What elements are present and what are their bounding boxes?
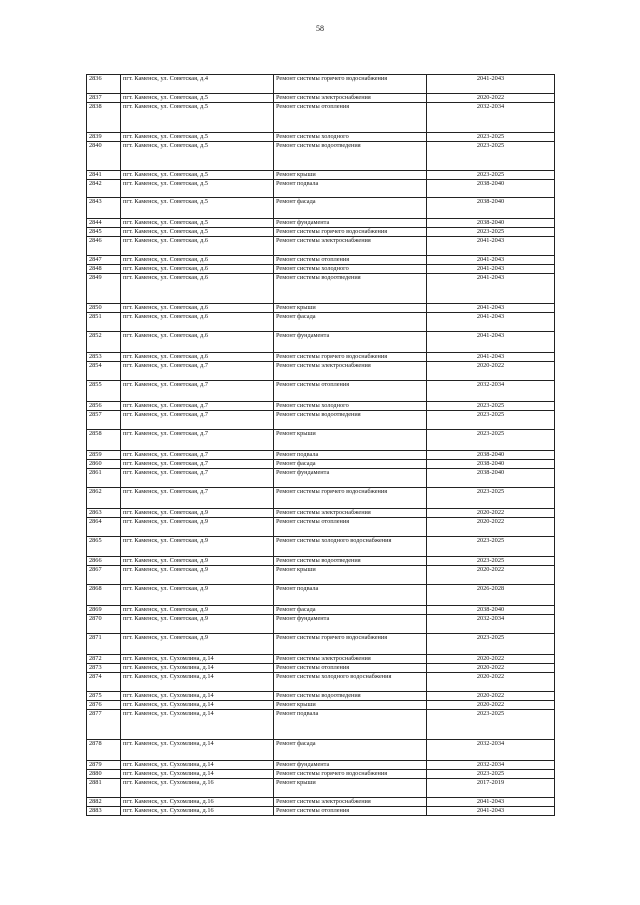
row-period: 2038-2040 xyxy=(427,218,555,227)
row-period: 2023-2025 xyxy=(427,132,555,141)
table-row xyxy=(87,614,555,633)
row-number: 2857 xyxy=(87,410,121,429)
row-address: пгт. Каменск, ул. Советская, д.7 xyxy=(121,380,274,401)
row-work-type: Ремонт фундамента xyxy=(274,614,427,633)
row-period: 2023-2025 xyxy=(427,141,555,170)
row-address: пгт. Каменск, ул. Советская, д.7 xyxy=(121,468,274,487)
row-work-type: Ремонт системы водоотведения xyxy=(274,691,427,700)
row-period: 2023-2025 xyxy=(427,536,555,556)
row-work-type: Ремонт системы электроснабжения xyxy=(274,361,427,380)
row-period: 2023-2025 xyxy=(427,556,555,565)
table-row xyxy=(87,468,555,487)
table-row xyxy=(87,487,555,508)
row-address: пгт. Каменск, ул. Советская, д.5 xyxy=(121,132,274,141)
table-row xyxy=(87,141,555,170)
table-row xyxy=(87,361,555,380)
row-work-type: Ремонт системы горячего водоснабжения xyxy=(274,352,427,361)
table-row xyxy=(87,605,555,614)
row-period: 2020-2022 xyxy=(427,663,555,672)
row-number: 2836 xyxy=(87,75,121,94)
table-row xyxy=(87,429,555,450)
row-work-type: Ремонт системы электроснабжения xyxy=(274,654,427,663)
row-address: пгт. Каменск, ул. Советская, д.6 xyxy=(121,255,274,264)
table-row xyxy=(87,760,555,769)
row-number: 2882 xyxy=(87,797,121,806)
table-row xyxy=(87,517,555,536)
row-number: 2838 xyxy=(87,102,121,132)
row-address: пгт. Каменск, ул. Советская, д.7 xyxy=(121,450,274,459)
row-number: 2840 xyxy=(87,141,121,170)
row-number: 2869 xyxy=(87,605,121,614)
row-period: 2020-2022 xyxy=(427,691,555,700)
row-address: пгт. Каменск, ул. Советская, д.6 xyxy=(121,312,274,331)
row-number: 2879 xyxy=(87,760,121,769)
row-address: пгт. Каменск, ул. Сухомлина, д.16 xyxy=(121,778,274,797)
row-work-type: Ремонт системы горячего водоснабжения xyxy=(274,633,427,654)
table-row xyxy=(87,401,555,410)
row-address: пгт. Каменск, ул. Советская, д.5 xyxy=(121,227,274,236)
row-period: 2032-2034 xyxy=(427,614,555,633)
row-period: 2020-2022 xyxy=(427,565,555,584)
row-period: 2023-2025 xyxy=(427,769,555,778)
row-period: 2032-2034 xyxy=(427,760,555,769)
row-work-type: Ремонт фасада xyxy=(274,459,427,468)
row-period: 2023-2025 xyxy=(427,401,555,410)
row-number: 2866 xyxy=(87,556,121,565)
row-address: пгт. Каменск, ул. Сухомлина, д.16 xyxy=(121,797,274,806)
row-address: пгт. Каменск, ул. Советская, д.7 xyxy=(121,487,274,508)
table-row xyxy=(87,739,555,760)
table-row xyxy=(87,700,555,709)
table-row xyxy=(87,508,555,517)
table-row xyxy=(87,255,555,264)
row-work-type: Ремонт фундамента xyxy=(274,468,427,487)
row-address: пгт. Каменск, ул. Сухомлина, д.14 xyxy=(121,709,274,739)
row-work-type: Ремонт системы водоотведения xyxy=(274,141,427,170)
row-number: 2878 xyxy=(87,739,121,760)
row-work-type: Ремонт системы водоотведения xyxy=(274,273,427,303)
row-number: 2845 xyxy=(87,227,121,236)
row-work-type: Ремонт системы водоотведения xyxy=(274,556,427,565)
row-address: пгт. Каменск, ул. Сухомлина, д.14 xyxy=(121,700,274,709)
table-row xyxy=(87,459,555,468)
row-address: пгт. Каменск, ул. Советская, д.9 xyxy=(121,536,274,556)
row-work-type: Ремонт системы отопления xyxy=(274,102,427,132)
row-number: 2839 xyxy=(87,132,121,141)
row-number: 2870 xyxy=(87,614,121,633)
row-period: 2041-2043 xyxy=(427,797,555,806)
row-work-type: Ремонт крыши xyxy=(274,700,427,709)
row-address: пгт. Каменск, ул. Сухомлина, д.14 xyxy=(121,663,274,672)
row-address: пгт. Каменск, ул. Советская, д.5 xyxy=(121,218,274,227)
row-period: 2041-2043 xyxy=(427,352,555,361)
row-address: пгт. Каменск, ул. Советская, д.6 xyxy=(121,264,274,273)
row-work-type: Ремонт системы горячего водоснабжения xyxy=(274,227,427,236)
row-period: 2038-2040 xyxy=(427,179,555,197)
row-address: пгт. Каменск, ул. Советская, д.5 xyxy=(121,179,274,197)
row-address: пгт. Каменск, ул. Сухомлина, д.14 xyxy=(121,739,274,760)
row-period: 2038-2040 xyxy=(427,459,555,468)
row-work-type: Ремонт фундамента xyxy=(274,218,427,227)
row-period: 2041-2043 xyxy=(427,303,555,312)
table-row xyxy=(87,273,555,303)
row-number: 2849 xyxy=(87,273,121,303)
row-period: 2020-2022 xyxy=(427,508,555,517)
row-number: 2873 xyxy=(87,663,121,672)
row-work-type: Ремонт системы электроснабжения xyxy=(274,236,427,255)
row-period: 2038-2040 xyxy=(427,468,555,487)
row-number: 2854 xyxy=(87,361,121,380)
row-number: 2847 xyxy=(87,255,121,264)
page-number: 58 xyxy=(316,24,324,33)
row-work-type: Ремонт системы холодного xyxy=(274,401,427,410)
row-number: 2848 xyxy=(87,264,121,273)
row-period: 2038-2040 xyxy=(427,605,555,614)
row-number: 2842 xyxy=(87,179,121,197)
row-work-type: Ремонт крыши xyxy=(274,778,427,797)
row-period: 2038-2040 xyxy=(427,197,555,218)
repair-schedule-table xyxy=(86,74,555,816)
row-work-type: Ремонт фасада xyxy=(274,605,427,614)
table-row xyxy=(87,410,555,429)
row-address: пгт. Каменск, ул. Советская, д.6 xyxy=(121,331,274,352)
row-address: пгт. Каменск, ул. Советская, д.7 xyxy=(121,401,274,410)
row-work-type: Ремонт системы холодного водоснабжения xyxy=(274,536,427,556)
row-number: 2862 xyxy=(87,487,121,508)
table-row xyxy=(87,197,555,218)
row-period: 2038-2040 xyxy=(427,450,555,459)
row-number: 2850 xyxy=(87,303,121,312)
row-address: пгт. Каменск, ул. Сухомлина, д.14 xyxy=(121,654,274,663)
row-number: 2837 xyxy=(87,94,121,103)
table-row xyxy=(87,806,555,815)
row-period: 2032-2034 xyxy=(427,739,555,760)
row-number: 2877 xyxy=(87,709,121,739)
table-row xyxy=(87,769,555,778)
row-address: пгт. Каменск, ул. Советская, д.7 xyxy=(121,361,274,380)
row-period: 2032-2034 xyxy=(427,102,555,132)
row-address: пгт. Каменск, ул. Советская, д.4 xyxy=(121,75,274,94)
row-number: 2860 xyxy=(87,459,121,468)
row-work-type: Ремонт системы отопления xyxy=(274,380,427,401)
table-row xyxy=(87,264,555,273)
row-address: пгт. Каменск, ул. Советская, д.9 xyxy=(121,605,274,614)
row-period: 2020-2022 xyxy=(427,517,555,536)
row-number: 2851 xyxy=(87,312,121,331)
row-work-type: Ремонт системы отопления xyxy=(274,517,427,536)
row-number: 2875 xyxy=(87,691,121,700)
row-address: пгт. Каменск, ул. Сухомлина, д.16 xyxy=(121,806,274,815)
row-period: 2020-2022 xyxy=(427,654,555,663)
row-work-type: Ремонт системы горячего водоснабжения xyxy=(274,487,427,508)
row-address: пгт. Каменск, ул. Сухомлина, д.14 xyxy=(121,760,274,769)
row-number: 2874 xyxy=(87,672,121,691)
table-row xyxy=(87,556,555,565)
row-period: 2026-2028 xyxy=(427,584,555,605)
row-work-type: Ремонт системы отопления xyxy=(274,255,427,264)
row-number: 2843 xyxy=(87,197,121,218)
row-period: 2020-2022 xyxy=(427,94,555,103)
row-work-type: Ремонт подвала xyxy=(274,179,427,197)
row-work-type: Ремонт системы электроснабжения xyxy=(274,94,427,103)
row-period: 2023-2025 xyxy=(427,709,555,739)
row-work-type: Ремонт системы холодного xyxy=(274,264,427,273)
row-number: 2852 xyxy=(87,331,121,352)
row-number: 2846 xyxy=(87,236,121,255)
row-number: 2853 xyxy=(87,352,121,361)
table-row xyxy=(87,536,555,556)
row-address: пгт. Каменск, ул. Советская, д.6 xyxy=(121,236,274,255)
row-address: пгт. Каменск, ул. Советская, д.9 xyxy=(121,556,274,565)
row-work-type: Ремонт системы холодного водоснабжения xyxy=(274,672,427,691)
row-work-type: Ремонт фасада xyxy=(274,739,427,760)
row-number: 2855 xyxy=(87,380,121,401)
table-row xyxy=(87,778,555,797)
row-period: 2023-2025 xyxy=(427,170,555,179)
row-work-type: Ремонт системы электроснабжения xyxy=(274,508,427,517)
row-address: пгт. Каменск, ул. Советская, д.7 xyxy=(121,459,274,468)
table-row xyxy=(87,94,555,103)
row-period: 2020-2022 xyxy=(427,672,555,691)
row-number: 2876 xyxy=(87,700,121,709)
row-address: пгт. Каменск, ул. Сухомлина, д.14 xyxy=(121,672,274,691)
table-row xyxy=(87,672,555,691)
table-row xyxy=(87,218,555,227)
row-number: 2871 xyxy=(87,633,121,654)
row-work-type: Ремонт системы горячего водоснабжения xyxy=(274,769,427,778)
row-number: 2880 xyxy=(87,769,121,778)
row-work-type: Ремонт системы горячего водоснабжения xyxy=(274,75,427,94)
row-work-type: Ремонт системы водоотведения xyxy=(274,410,427,429)
table-row xyxy=(87,565,555,584)
row-period: 2023-2025 xyxy=(427,487,555,508)
row-address: пгт. Каменск, ул. Советская, д.9 xyxy=(121,584,274,605)
table-row xyxy=(87,312,555,331)
row-address: пгт. Каменск, ул. Советская, д.9 xyxy=(121,508,274,517)
table-row xyxy=(87,236,555,255)
row-period: 2023-2025 xyxy=(427,410,555,429)
row-number: 2864 xyxy=(87,517,121,536)
row-period: 2041-2043 xyxy=(427,236,555,255)
row-address: пгт. Каменск, ул. Советская, д.9 xyxy=(121,565,274,584)
table-row xyxy=(87,797,555,806)
row-address: пгт. Каменск, ул. Советская, д.5 xyxy=(121,170,274,179)
row-work-type: Ремонт крыши xyxy=(274,303,427,312)
row-address: пгт. Каменск, ул. Советская, д.7 xyxy=(121,429,274,450)
table-row xyxy=(87,303,555,312)
row-address: пгт. Каменск, ул. Сухомлина, д.14 xyxy=(121,769,274,778)
row-number: 2872 xyxy=(87,654,121,663)
row-work-type: Ремонт крыши xyxy=(274,170,427,179)
row-number: 2858 xyxy=(87,429,121,450)
row-work-type: Ремонт системы электроснабжения xyxy=(274,797,427,806)
row-work-type: Ремонт подвала xyxy=(274,450,427,459)
table-row xyxy=(87,102,555,132)
table-row xyxy=(87,709,555,739)
row-period: 2023-2025 xyxy=(427,227,555,236)
row-number: 2863 xyxy=(87,508,121,517)
row-period: 2041-2043 xyxy=(427,806,555,815)
row-work-type: Ремонт крыши xyxy=(274,429,427,450)
row-address: пгт. Каменск, ул. Советская, д.6 xyxy=(121,303,274,312)
row-period: 2032-2034 xyxy=(427,380,555,401)
row-work-type: Ремонт фундамента xyxy=(274,331,427,352)
row-address: пгт. Каменск, ул. Сухомлина, д.14 xyxy=(121,691,274,700)
row-number: 2861 xyxy=(87,468,121,487)
table-row xyxy=(87,132,555,141)
row-number: 2865 xyxy=(87,536,121,556)
row-address: пгт. Каменск, ул. Советская, д.9 xyxy=(121,633,274,654)
row-address: пгт. Каменск, ул. Советская, д.5 xyxy=(121,141,274,170)
table-body xyxy=(87,75,555,816)
table-row xyxy=(87,179,555,197)
table-row xyxy=(87,380,555,401)
row-work-type: Ремонт фасада xyxy=(274,312,427,331)
table-row xyxy=(87,654,555,663)
row-address: пгт. Каменск, ул. Советская, д.9 xyxy=(121,614,274,633)
row-address: пгт. Каменск, ул. Советская, д.5 xyxy=(121,102,274,132)
table-row xyxy=(87,633,555,654)
row-number: 2881 xyxy=(87,778,121,797)
row-period: 2041-2043 xyxy=(427,75,555,94)
row-period: 2041-2043 xyxy=(427,264,555,273)
row-period: 2020-2022 xyxy=(427,700,555,709)
table-row xyxy=(87,691,555,700)
table-row xyxy=(87,75,555,94)
row-work-type: Ремонт системы отопления xyxy=(274,806,427,815)
row-period: 2041-2043 xyxy=(427,331,555,352)
row-period: 2041-2043 xyxy=(427,255,555,264)
row-work-type: Ремонт крыши xyxy=(274,565,427,584)
row-number: 2841 xyxy=(87,170,121,179)
row-work-type: Ремонт фундамента xyxy=(274,760,427,769)
row-work-type: Ремонт фасада xyxy=(274,197,427,218)
row-work-type: Ремонт системы холодного xyxy=(274,132,427,141)
row-number: 2856 xyxy=(87,401,121,410)
table-row xyxy=(87,331,555,352)
row-address: пгт. Каменск, ул. Советская, д.6 xyxy=(121,352,274,361)
row-number: 2859 xyxy=(87,450,121,459)
row-address: пгт. Каменск, ул. Советская, д.5 xyxy=(121,94,274,103)
row-address: пгт. Каменск, ул. Советская, д.6 xyxy=(121,273,274,303)
row-number: 2868 xyxy=(87,584,121,605)
table-row xyxy=(87,450,555,459)
table-row xyxy=(87,227,555,236)
table-row xyxy=(87,584,555,605)
table-row xyxy=(87,663,555,672)
row-address: пгт. Каменск, ул. Советская, д.5 xyxy=(121,197,274,218)
row-address: пгт. Каменск, ул. Советская, д.7 xyxy=(121,410,274,429)
row-period: 2041-2043 xyxy=(427,312,555,331)
row-address: пгт. Каменск, ул. Советская, д.9 xyxy=(121,517,274,536)
row-number: 2844 xyxy=(87,218,121,227)
row-work-type: Ремонт подвала xyxy=(274,584,427,605)
row-work-type: Ремонт подвала xyxy=(274,709,427,739)
row-period: 2041-2043 xyxy=(427,273,555,303)
row-period: 2020-2022 xyxy=(427,361,555,380)
table-row xyxy=(87,352,555,361)
table-row xyxy=(87,170,555,179)
row-period: 2023-2025 xyxy=(427,633,555,654)
row-number: 2883 xyxy=(87,806,121,815)
row-work-type: Ремонт системы отопления xyxy=(274,663,427,672)
row-period: 2023-2025 xyxy=(427,429,555,450)
row-period: 2017-2019 xyxy=(427,778,555,797)
row-number: 2867 xyxy=(87,565,121,584)
